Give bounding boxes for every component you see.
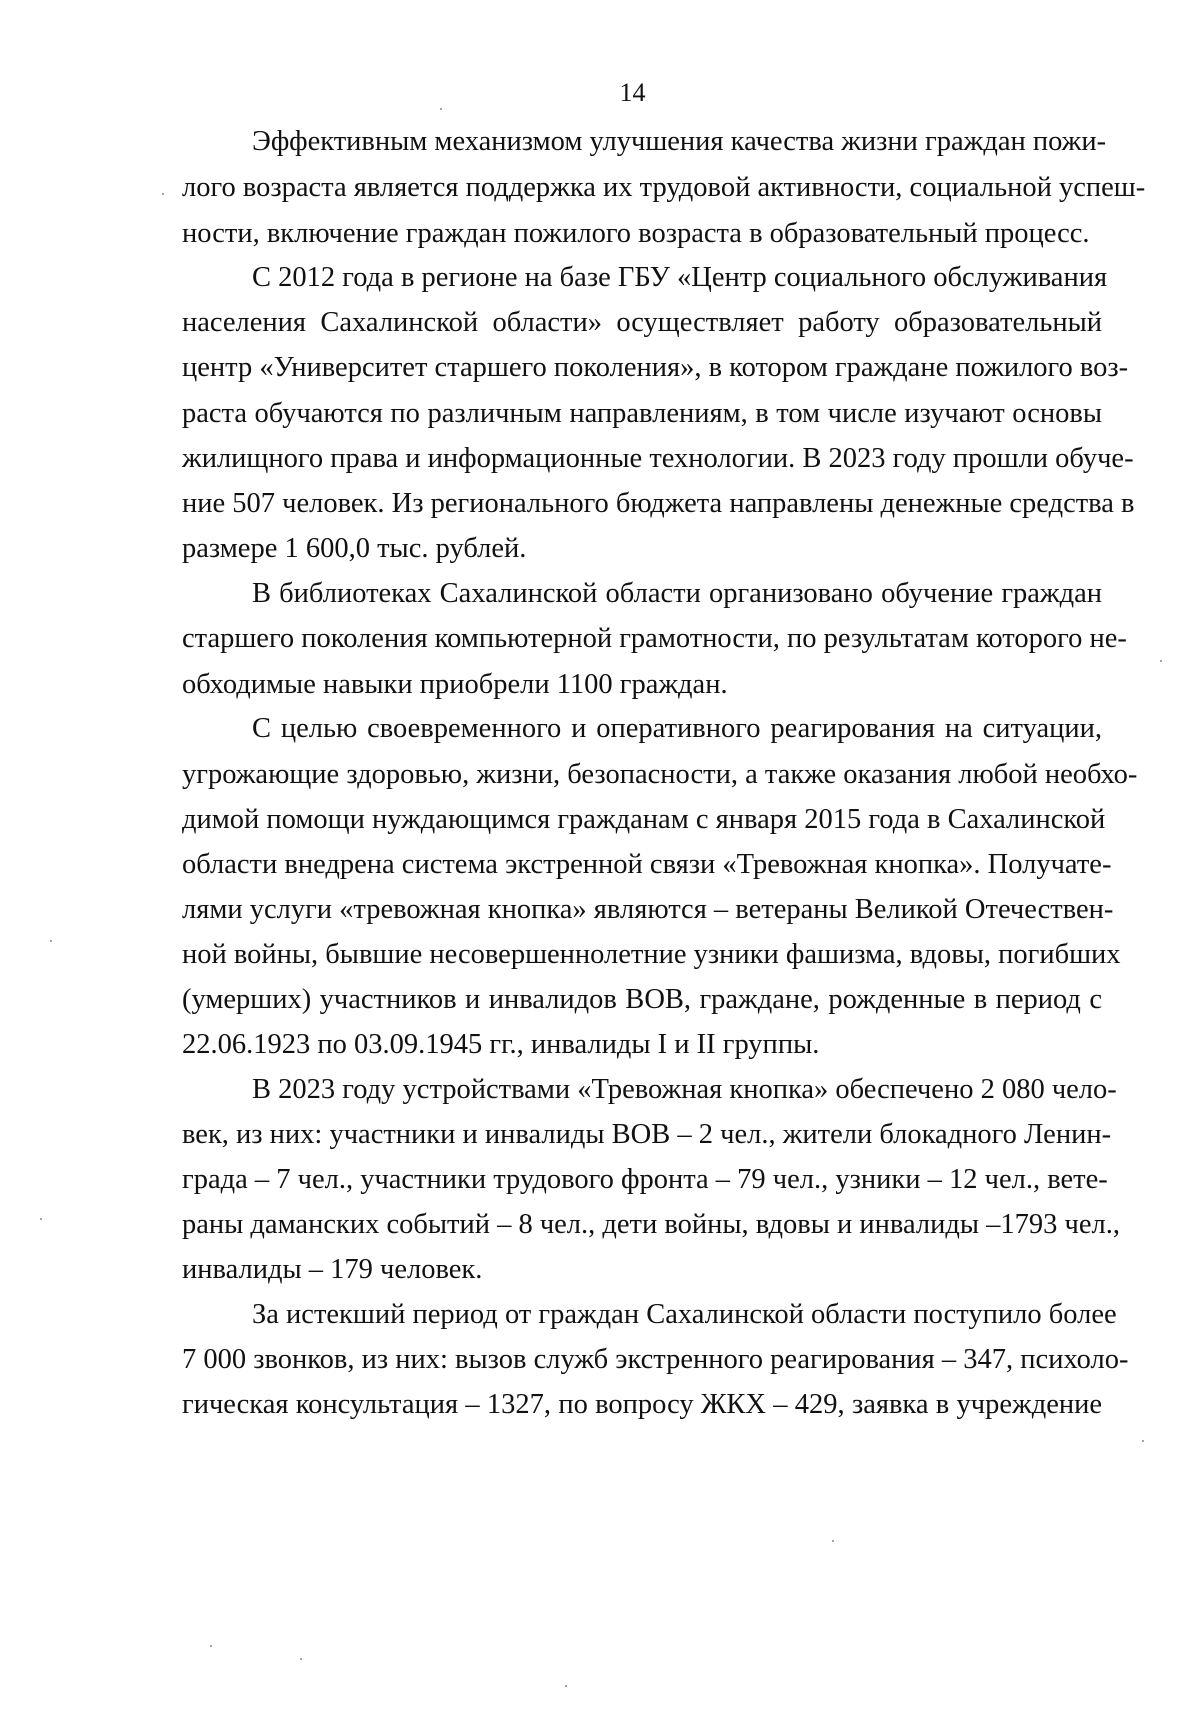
scan-speck: [210, 1645, 212, 1647]
text-line: раста обучаются по различным направлениям, в том числе изучают основы: [182, 398, 1102, 429]
scan-speck: [40, 1218, 42, 1220]
scan-speck: [300, 1658, 302, 1660]
scan-speck: [162, 193, 164, 195]
text-line: лями услуги «тревожная кнопка» являются – ветераны Великой Отечествен-: [182, 894, 1114, 925]
page-number: 14: [619, 78, 646, 107]
text-line: области внедрена система экстренной связи «Тревожная кнопка». Получате-: [182, 849, 1112, 880]
text-line: ности, включение граждан пожилого возраста в образовательный процесс.: [182, 218, 1090, 249]
text-line: лого возраста является поддержка их трудовой активности, социальной успеш-: [182, 172, 1146, 203]
scan-speck: [565, 1685, 567, 1687]
text-line: гическая консультация – 1327, по вопросу ЖКХ – 429, заявка в учреждение: [182, 1389, 1102, 1420]
text-line: раны даманских событий – 8 чел., дети войны, вдовы и инвалиды –1793 чел.,: [182, 1209, 1120, 1240]
text-line: димой помощи нуждающимся гражданам с января 2015 года в Сахалинской: [182, 804, 1106, 835]
text-line: ние 507 человек. Из регионального бюджета направлены денежные средства в: [182, 488, 1135, 519]
text-line: размере 1 600,0 тыс. рублей.: [182, 533, 527, 564]
text-line: За истекший период от граждан Сахалинской области поступило более: [252, 1299, 1117, 1330]
text-line: 22.06.1923 по 03.09.1945 гг., инвалиды I и II группы.: [182, 1029, 820, 1060]
text-line: инвалиды – 179 человек.: [182, 1254, 483, 1285]
text-line: града – 7 чел., участники трудового фронта – 79 чел., узники – 12 чел., вете-: [182, 1164, 1108, 1195]
text-line: жилищного права и информационные технологии. В 2023 году прошли обуче-: [182, 443, 1134, 474]
text-line: Эффективным механизмом улучшения качества жизни граждан пожи-: [252, 126, 1107, 157]
text-line: обходимые навыки приобрели 1100 граждан.: [182, 669, 728, 700]
text-line: (умерших) участников и инвалидов ВОВ, граждане, рожденные в период с: [182, 984, 1102, 1015]
scan-speck: [440, 108, 442, 110]
text-line: век, из них: участники и инвалиды ВОВ – 2 чел., жители блокадного Ленин-: [182, 1119, 1112, 1150]
text-line: центр «Университет старшего поколения», в котором граждане пожилого воз-: [182, 352, 1129, 383]
scan-speck: [1160, 660, 1162, 662]
text-line: угрожающие здоровью, жизни, безопасности, а также оказания любой необхо-: [182, 759, 1138, 790]
text-line: 7 000 звонков, из них: вызов служб экстренного реагирования – 347, психоло-: [182, 1344, 1129, 1375]
text-line: С 2012 года в регионе на базе ГБУ «Центр социального обслуживания: [252, 262, 1108, 293]
text-line: ной войны, бывшие несовершеннолетние узники фашизма, вдовы, погибших: [182, 939, 1121, 970]
text-line: населения Сахалинской области» осуществляет работу образовательный: [182, 307, 1102, 338]
scan-speck: [832, 1540, 834, 1542]
text-line: старшего поколения компьютерной грамотности, по результатам которого не-: [182, 623, 1127, 654]
text-line: С целью своевременного и оперативного реагирования на ситуации,: [252, 713, 1102, 744]
text-line: В 2023 году устройствами «Тревожная кнопка» обеспечено 2 080 чело-: [252, 1074, 1117, 1105]
scan-speck: [50, 940, 52, 942]
scan-speck: [1142, 1440, 1144, 1442]
text-line: В библиотеках Сахалинской области организовано обучение граждан: [252, 578, 1102, 609]
